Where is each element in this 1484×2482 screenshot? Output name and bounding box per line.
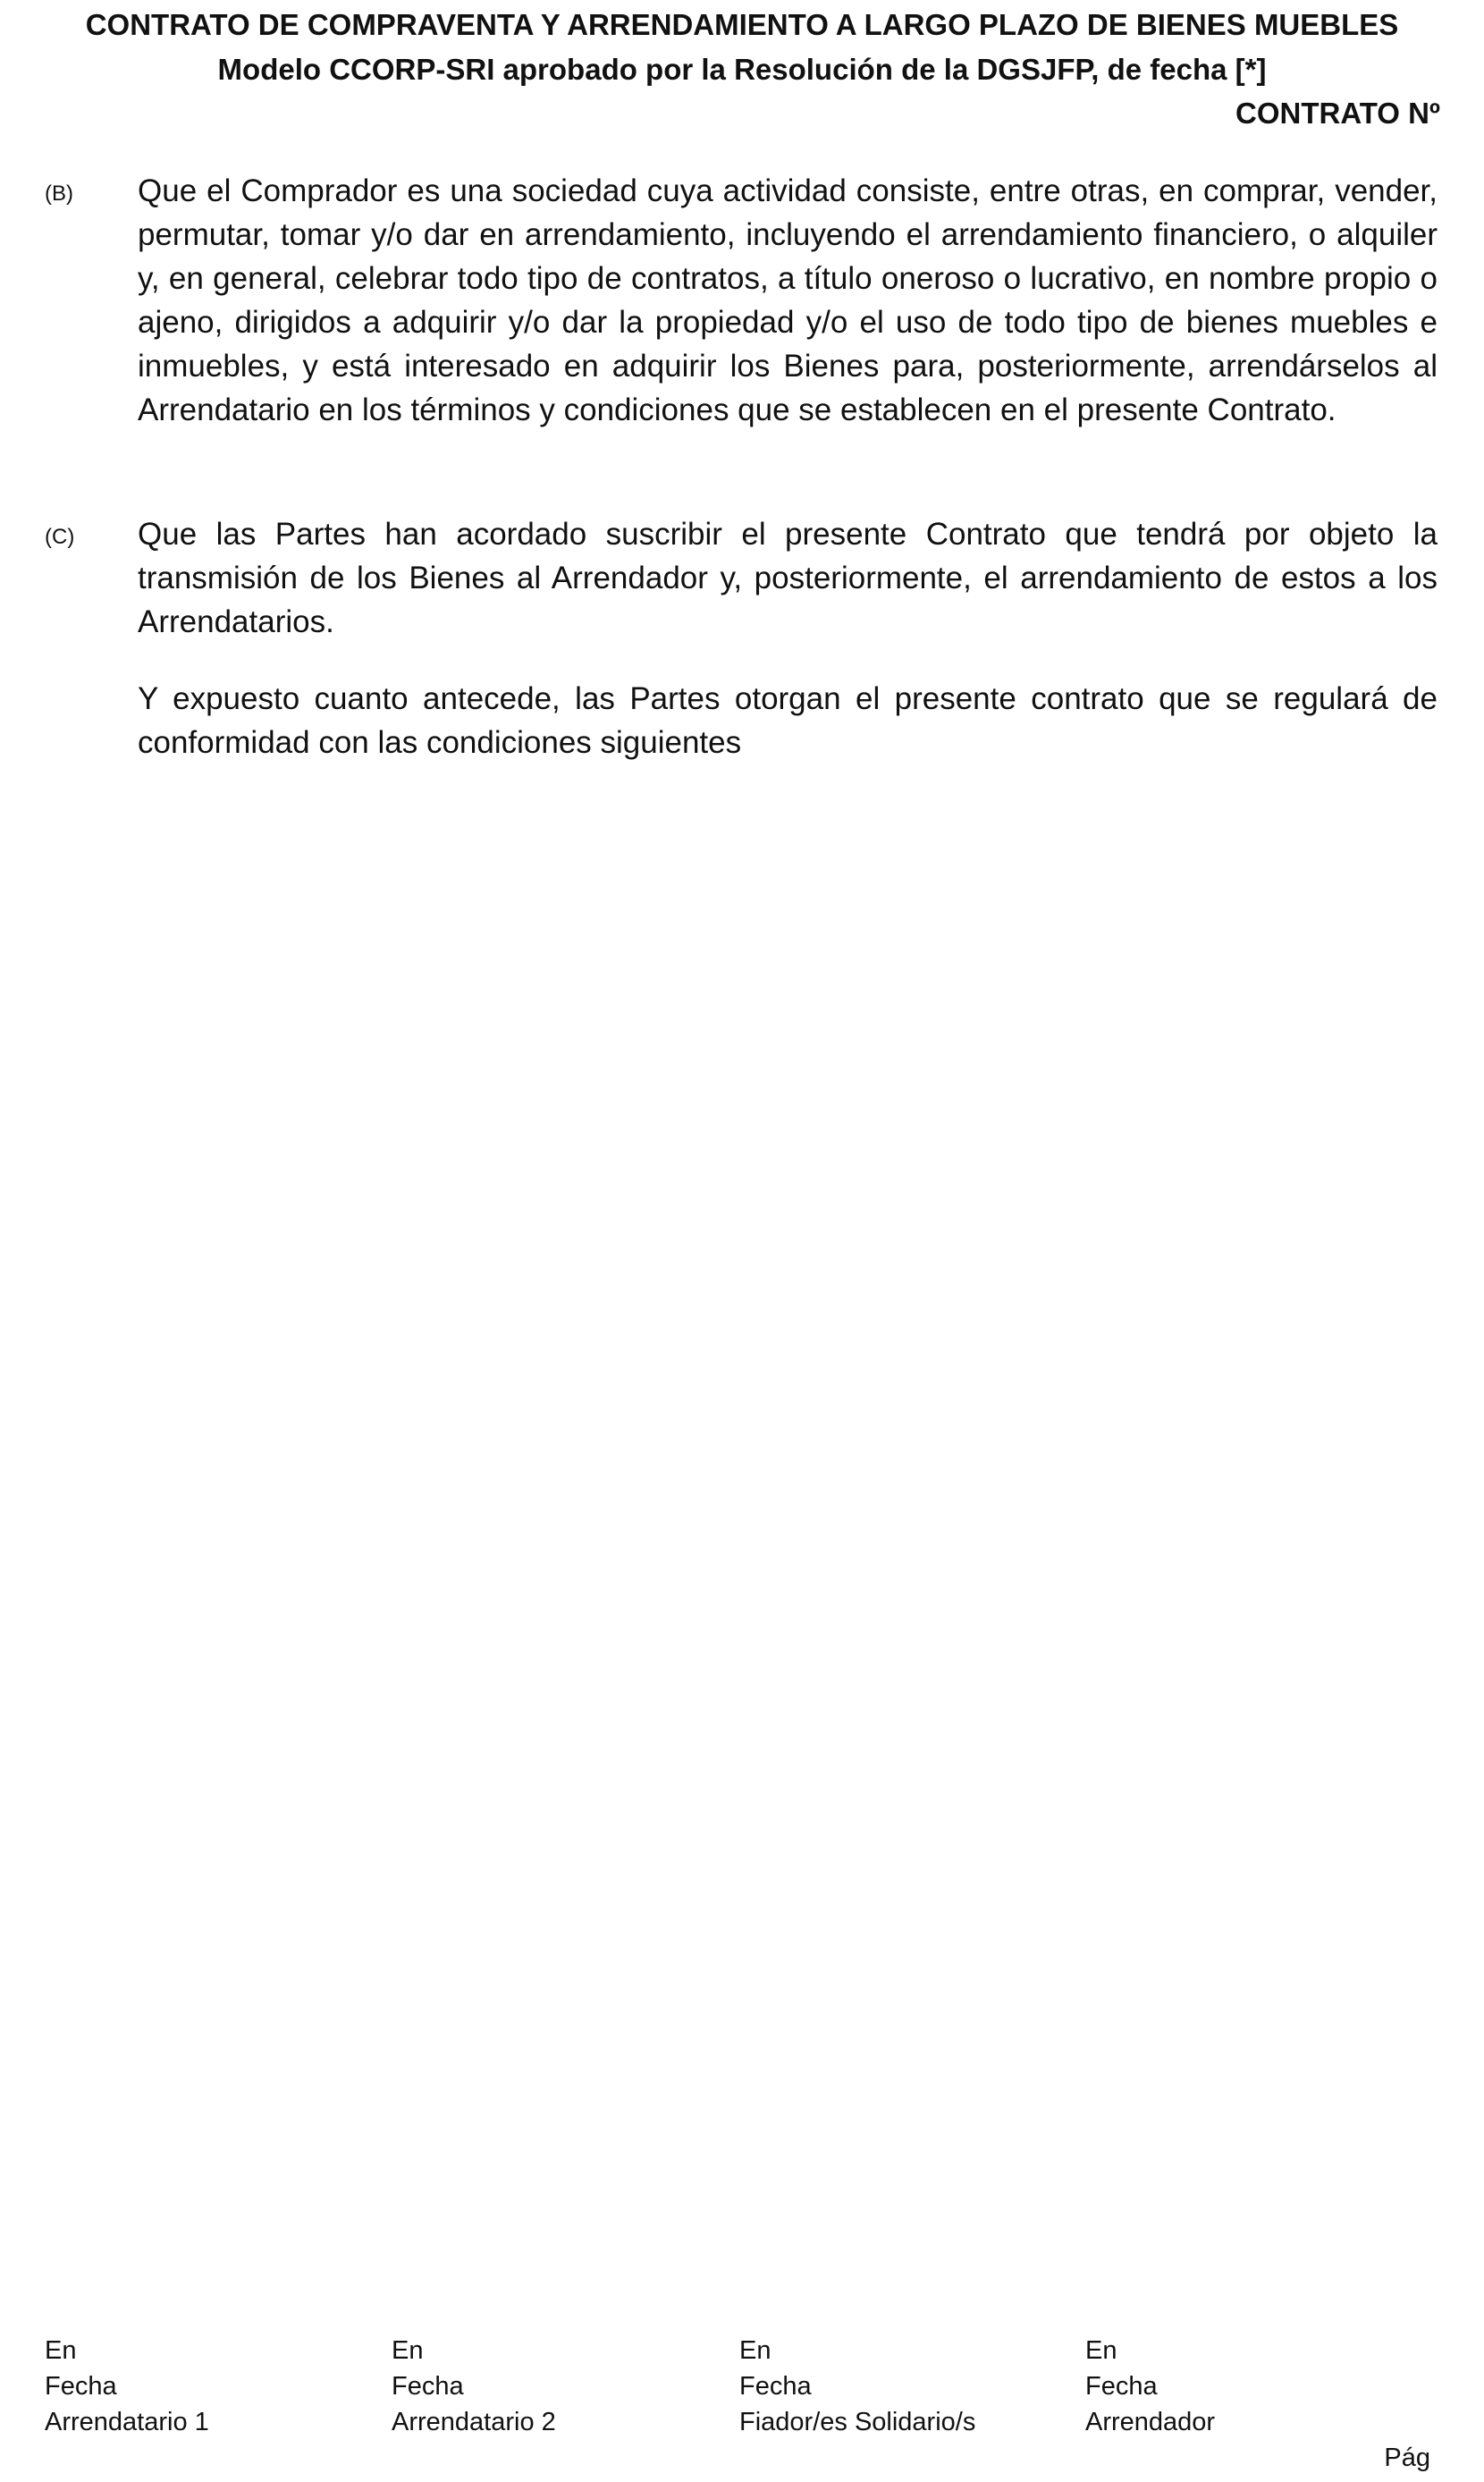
signature-footer [0,2333,1484,2440]
signature-block-arrendatario-1 [45,2333,384,2440]
signature-date-label: Fecha [392,2372,464,2401]
signature-block-fiador [739,2333,1079,2440]
signature-place-label: En [1085,2336,1117,2365]
recital-letter: (C) [45,525,75,549]
recital-letter: (B) [45,182,73,206]
recital-text: Que el Comprador es una sociedad cuya actividad consiste, entre otras, en comprar, vender, permutar, tomar y/o dar en arrendamiento, incluyendo el arrendamiento financiero, o alquiler y, en general, celebrar todo tipo de contratos, a título oneroso o lucrativo, en nombre propio o ajeno, dirigidos a adquirir y/o dar la propiedad y/o el uso de todo tipo de bienes muebles e inmuebles, y está interesado en adquirir los Bienes para, posteriormente, arrendárselos al Arrendatario en los términos y condiciones que se establecen en el presente Contrato. [138,173,1438,427]
signature-party: Fiador/es Solidario/s [739,2408,976,2436]
contract-number-label: CONTRATO Nº [1235,97,1440,130]
signature-place-label: En [45,2336,77,2365]
signature-date-label: Fecha [739,2372,812,2401]
closing-paragraph: Y expuesto cuanto antecede, las Partes otorgan el presente contrato que se regulará de conformidad con las condiciones siguientes [138,681,1438,760]
signature-party: Arrendador [1085,2408,1216,2436]
recital-text: Que las Partes han acordado suscribir el presente Contrato que tendrá por objeto la transmisión de los Bienes al Arrendador y, posteriormente, el arrendamiento de estos a los Arrendatarios. [138,517,1438,639]
signature-date-label: Fecha [1085,2372,1158,2401]
signature-block-arrendatario-2 [392,2333,731,2440]
signature-party: Arrendatario 1 [45,2408,209,2436]
document-title: CONTRATO DE COMPRAVENTA Y ARRENDAMIENTO A LARGO PLAZO DE BIENES MUEBLES [85,8,1399,41]
document-subtitle: Modelo CCORP-SRI aprobado por la Resolución de la DGSJFP, de fecha [*] [217,53,1267,86]
page-number-label: Pág [1384,2444,1430,2472]
signature-place-label: En [392,2336,424,2365]
signature-date-label: Fecha [45,2372,117,2401]
signature-block-arrendador [1085,2333,1425,2440]
signature-place-label: En [739,2336,772,2365]
signature-party: Arrendatario 2 [392,2408,556,2436]
